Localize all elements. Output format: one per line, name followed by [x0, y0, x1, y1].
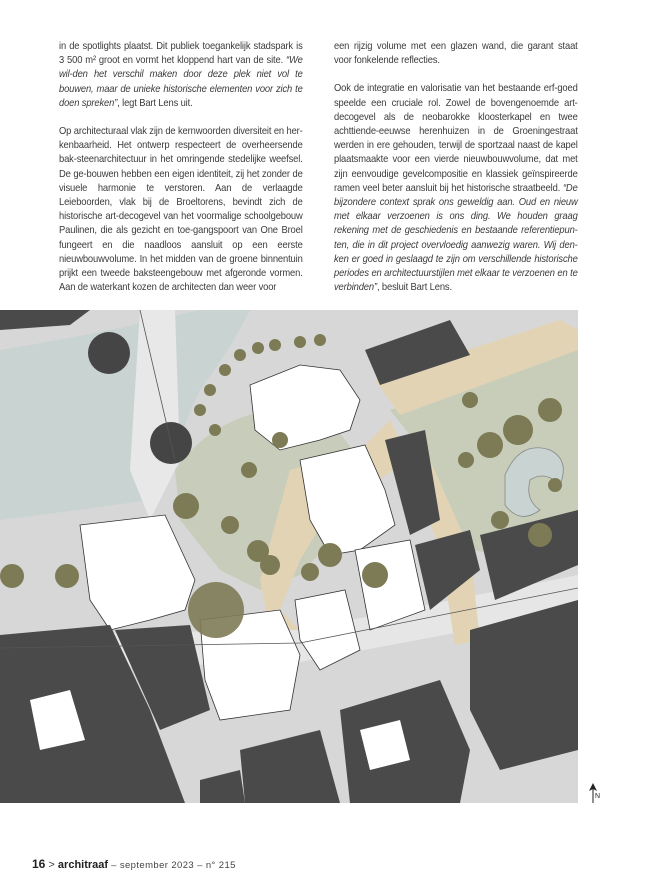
shrub	[194, 404, 206, 416]
paragraph	[334, 82, 578, 295]
tree	[241, 462, 257, 478]
paragraph: een rijzig volume met een glazen wand, die garant staat voor fonkelende reflecties.	[334, 41, 578, 67]
page-footer	[32, 857, 236, 871]
north-label: N	[595, 793, 601, 800]
text-run: in de spotlights plaatst. Dit publiek toegankelijk stadspark is 3 500 m² groot en vormt het kloppend hart van de site.	[59, 41, 303, 67]
tree	[318, 543, 342, 567]
site-plan-drawing	[0, 310, 578, 803]
tree	[538, 398, 562, 422]
tree	[0, 564, 24, 588]
magazine-name: architraaf	[57, 859, 109, 871]
text-run: , besluit Bart Lens.	[376, 282, 452, 294]
tree	[301, 563, 319, 581]
tree	[528, 523, 552, 547]
quote: “We wil-den het verschil maken door deze plek niet vol te bouwen, maar de unieke historische elementen voor zich te doen spreken”	[59, 55, 303, 109]
page-number: 16	[32, 857, 46, 871]
shrub	[314, 334, 326, 346]
issue-info: – september 2023 – n° 215	[111, 860, 236, 871]
tree	[221, 516, 239, 534]
paragraph: Op architecturaal vlak zijn de kernwoorden diversiteit en her-kenbaarheid. Het ontwerp respecteert de overheersende bak-steenarchitectuur in het omringende stedelijke weefsel. De ge-bouwen hebben een eigen identiteit, zij het zonder de visuele harmonie te verstoren. Aan de verlaagde Leieboorden, vlak bij de Broeltorens, bevindt zich de historische art-decogevel van het voormalige schoolgebouw Paulinen, die als gezicht en toe-gangspoort van One Broel fungeert en die naadloos aansluit op een eerste nieuwbouwvolume. In het midden van de groene binnentuin prijkt een tweede baksteengebouw met afgeronde vormen. Aan de waterkant kozen de architecten dan weer voor	[59, 126, 303, 294]
shrub	[294, 336, 306, 348]
tree	[173, 493, 199, 519]
right-text-column	[334, 40, 578, 309]
tree	[55, 564, 79, 588]
left-text-column	[59, 40, 303, 309]
shrub	[252, 342, 264, 354]
tree	[491, 511, 509, 529]
shrub	[269, 339, 281, 351]
quote: “De bijzondere context sprak ons geweldig aan. Oud en nieuw met elkaar verzoenen is ons ding. We houden graag rekening met de geschiedenis en bestaande referentiepun-ten, die in dit project overvloedig aanwezig waren. Wij den-ken er goed in geslaagd te zijn om verschillende historische periodes en architectuurstijlen met elkaar te verzoenen en te verbinden”	[334, 182, 578, 294]
shrub	[219, 364, 231, 376]
tree	[548, 478, 562, 492]
site-plan	[0, 310, 578, 803]
tree	[272, 432, 288, 448]
tree	[462, 392, 478, 408]
shrub	[209, 424, 221, 436]
tree	[458, 452, 474, 468]
tree	[188, 582, 244, 638]
tree	[503, 415, 533, 445]
tree	[477, 432, 503, 458]
footer-separator: >	[48, 859, 55, 871]
paragraph	[59, 40, 303, 111]
tree	[260, 555, 280, 575]
shrub	[204, 384, 216, 396]
tree-dark	[88, 332, 130, 374]
tree	[362, 562, 388, 588]
shrub	[234, 349, 246, 361]
text-run: , legt Bart Lens uit.	[117, 97, 193, 109]
text-run: Ook de integratie en valorisatie van het bestaande erf-goed speelde een cruciale rol. Zowel de bovengenoemde art-decogevel als de neobarokke kloosterkapel en twee achttiende-eeuwse herenhuizen in de Groeningestraat werden in ere gehouden, terwijl de sportzaal naast de kapel plaatsmaakte voor een vierde nieuwbouwvolume, dat met zijn eenvoudige gevelcompositie en klassiek geïnspireerde ramen veel beter aansluit bij het historische straatbeeld.	[334, 83, 578, 194]
